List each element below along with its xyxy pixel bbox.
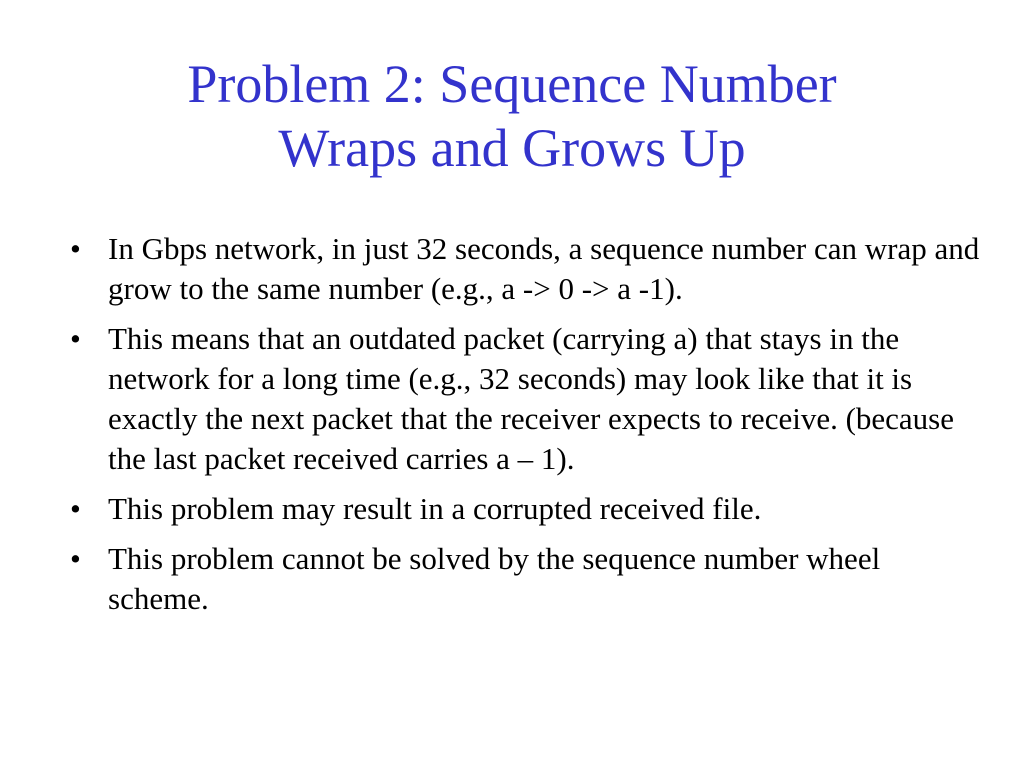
slide-title (0, 52, 1024, 180)
bullet-text: This problem cannot be solved by the sequence number wheel scheme. (108, 541, 881, 616)
slide-title-line-1: Problem 2: Sequence Number (187, 54, 837, 114)
bullet-item (70, 539, 980, 619)
bullet-dot-icon: • (70, 491, 81, 526)
bullet-item (70, 319, 980, 479)
bullet-text: This means that an outdated packet (carrying a) that stays in the network for a long time (e.g., 32 seconds) may look like that it is exactly the next packet that the receiver expects to receive. (because the last packet received carries a – 1). (108, 321, 955, 476)
bullet-item (70, 229, 980, 309)
bullet-text: This problem may result in a corrupted received file. (108, 491, 762, 526)
bullet-dot-icon: • (70, 541, 81, 576)
bullet-list (70, 229, 980, 629)
bullet-dot-icon: • (70, 321, 81, 356)
bullet-text: In Gbps network, in just 32 seconds, a sequence number can wrap and grow to the same number (e.g., a -> 0 -> a -1). (108, 231, 980, 306)
bullet-dot-icon: • (70, 231, 81, 266)
bullet-item (70, 489, 980, 529)
slide-title-line-2: Wraps and Grows Up (278, 118, 746, 178)
